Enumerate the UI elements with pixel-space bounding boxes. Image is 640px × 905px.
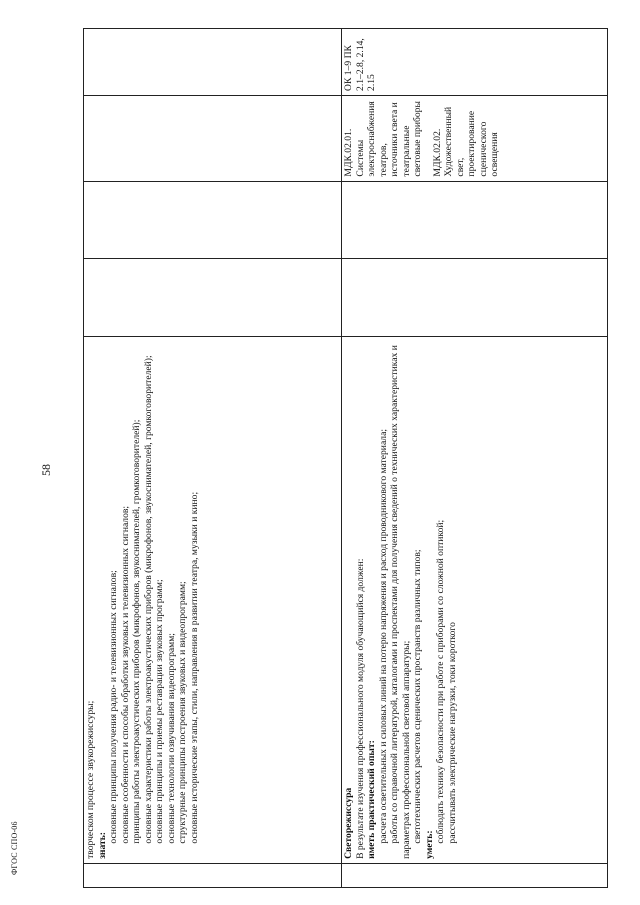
content-line: основные принципы и приемы реставрации звуковых программ;	[154, 579, 165, 844]
mdk-item: МДК.02.01. Системы электроснабжения театров, источники света и театральные световые приборы	[343, 101, 423, 177]
content-line: основные особенности и способы обработки звуковых и телевизионных сигналов;	[119, 505, 131, 844]
mdk-item: МДК.02.02. Художественный свет, проектирование сценического освещения	[431, 106, 500, 177]
table-row	[84, 29, 342, 888]
content-line: основные исторические этапы, стили, направления в развитии театра, музыки и кино;	[188, 491, 200, 844]
content-line: основные принципы получения радио- и телевизионных сигналов;	[108, 570, 119, 844]
table-cell-content	[84, 336, 342, 863]
page-number: 58	[39, 464, 53, 476]
table-cell-hours	[84, 259, 342, 337]
skills-item: рассчитывать электрические нагрузки, токи короткого	[446, 622, 458, 844]
know-label: знать:	[96, 832, 108, 859]
intro-text: В результате изучения профессионального модуля обучающийся должен:	[354, 558, 366, 859]
table-cell-competencies	[84, 29, 342, 96]
practice-label: иметь практический опыт:	[366, 740, 377, 859]
competency-codes: ОК 1–9 ПК 2.1–2.8, 2.14, 2.15	[343, 38, 377, 91]
content-line: творческом процессе звукорежиссуры;	[85, 700, 96, 859]
curriculum-table	[83, 28, 608, 888]
table-cell-competencies	[342, 29, 608, 96]
skills-item: соблюдать технику безопасности при работе с приборами со сложной оптикой;	[435, 519, 446, 844]
table-cell-hours	[84, 181, 342, 259]
content-line: структурные принципы построения звуковых и видеопрограмм;	[177, 581, 188, 844]
content-line: основные характеристики работы электроакустических приборов (микрофонов, звукоснимателей, громкоговорителей);	[142, 355, 154, 844]
table-cell-hours	[342, 259, 608, 337]
table-cell-content	[342, 336, 608, 863]
section-title: Светорежиссура	[343, 787, 354, 859]
content-line: принципы работы электроакустических приборов (микрофонов, звукоснимателей, громкоговорителей);	[131, 419, 142, 844]
table-cell-code	[342, 863, 608, 887]
content-line: основные технологии озвучивания видеопрограмм;	[165, 633, 177, 844]
footer-code: ФГОС СПО-06	[10, 821, 19, 875]
curriculum-table-container	[83, 28, 608, 888]
table-row	[342, 29, 608, 888]
table-cell-hours	[342, 181, 608, 259]
practice-item: работы со справочной литературой, каталогами и проспектами для получения сведений о технических характеристиках и параметрах профессиональной световой аппаратуры;	[389, 345, 412, 859]
practice-item: расчета осветительных и силовых линий на потерю напряжения и расход проводникового материала;	[377, 429, 389, 844]
practice-item: светотехнических расчетов сценических пространств различных типов;	[412, 549, 423, 844]
table-cell-mdk	[342, 95, 608, 181]
skills-label: уметь:	[423, 830, 435, 859]
table-cell-code	[84, 863, 342, 887]
table-cell-mdk	[84, 95, 342, 181]
